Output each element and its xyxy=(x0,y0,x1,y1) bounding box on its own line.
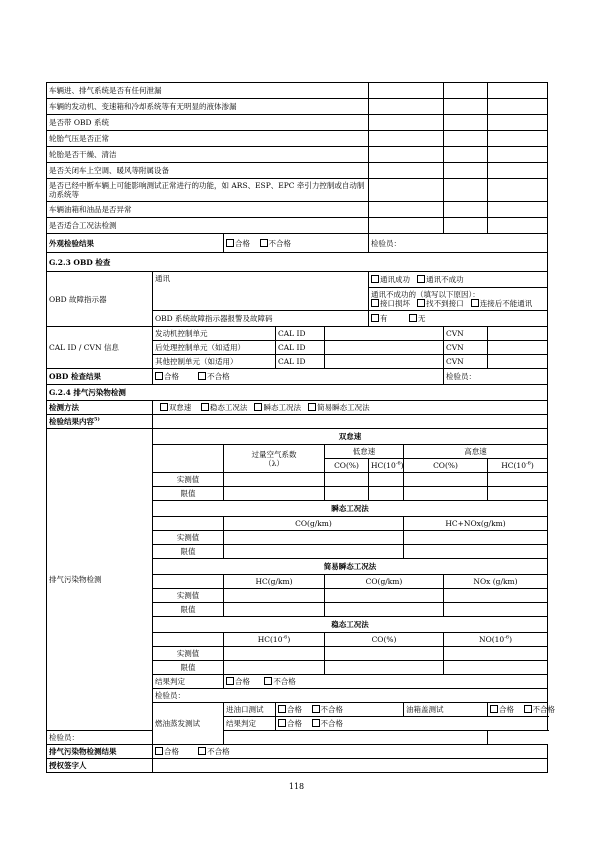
value-cell[interactable] xyxy=(369,473,404,487)
fail-checkbox[interactable] xyxy=(264,677,272,685)
fail-label: 不合格 xyxy=(207,747,230,756)
check-item-label: 车辆油箱和油品是否异常 xyxy=(47,202,369,218)
check-row xyxy=(47,163,548,179)
pass-checkbox[interactable] xyxy=(226,677,234,685)
check-value-cell[interactable] xyxy=(488,163,548,179)
value-cell[interactable] xyxy=(404,531,548,545)
judgement-options xyxy=(224,675,548,689)
check-value-cell[interactable] xyxy=(488,147,548,163)
steady-co-header: CO(%) xyxy=(325,633,444,647)
value-cell[interactable] xyxy=(369,487,404,501)
measured-label: 实测值 xyxy=(153,647,224,661)
excess-air-line2: （λ） xyxy=(264,458,284,468)
fail-checkbox[interactable] xyxy=(198,372,206,380)
limit-label: 限值 xyxy=(153,487,224,501)
appearance-inspector[interactable]: 检验员： xyxy=(369,234,548,253)
content-value xyxy=(153,415,548,429)
emission-inspector[interactable]: 检验员： xyxy=(153,689,548,703)
cal-id-label: CAL ID xyxy=(276,341,325,355)
value-cell[interactable] xyxy=(224,531,404,545)
obd-indicator-label: OBD 故障指示器 xyxy=(47,272,153,327)
check-value-cell[interactable] xyxy=(488,99,548,115)
obd-result-label: OBD 检查结果 xyxy=(47,369,153,385)
blank-cell xyxy=(153,575,224,589)
hc-close: ) xyxy=(530,461,534,470)
check-value-cell[interactable] xyxy=(444,99,488,115)
low-idle-co-header: CO(%) xyxy=(325,459,369,473)
pass-checkbox[interactable] xyxy=(155,747,163,755)
measured-label: 实测值 xyxy=(153,473,224,487)
transient-title: 瞬态工况法 xyxy=(153,501,548,517)
check-value-cell[interactable] xyxy=(444,83,488,99)
obd-alarm-label: OBD 系统故障指示器报警及故障码 xyxy=(153,311,369,327)
fail-checkbox[interactable] xyxy=(260,239,268,247)
pass-checkbox[interactable] xyxy=(155,372,163,380)
method-dual-idle-label: 双怠速 xyxy=(168,403,192,412)
signatory-value[interactable] xyxy=(153,759,548,773)
pass-checkbox[interactable] xyxy=(278,705,286,713)
pollutant-label: 排气污染物检测 xyxy=(47,429,153,731)
pass-checkbox[interactable] xyxy=(278,719,286,727)
method-simple-transient-label: 简易瞬态工况法 xyxy=(317,403,370,412)
dual-idle-title-row xyxy=(47,429,548,445)
value-cell[interactable] xyxy=(224,589,325,603)
pass-label: 合格 xyxy=(287,705,302,714)
high-idle-co-header: CO(%) xyxy=(404,459,488,473)
hc-exp: -6 xyxy=(395,460,401,467)
obd-comm-status xyxy=(369,272,548,288)
judgement-label: 结果判定 xyxy=(224,717,276,731)
check-row xyxy=(47,131,548,147)
evap-inspector[interactable]: 检验员： xyxy=(47,731,488,745)
evap-inspector-row xyxy=(47,731,548,745)
final-result-label: 排气污染物检测结果 xyxy=(47,745,153,759)
check-row xyxy=(47,147,548,163)
check-value-cell[interactable] xyxy=(444,131,488,147)
obd-comm-label: 通讯 xyxy=(153,272,369,311)
calid-row xyxy=(47,327,548,341)
simple-hc-header: HC(g/km) xyxy=(224,575,325,589)
pass-label: 合格 xyxy=(235,238,250,248)
final-result-options xyxy=(153,745,548,759)
check-row xyxy=(47,218,548,234)
evap-label: 燃油蒸发测试 xyxy=(153,703,224,745)
check-value-cell[interactable] xyxy=(369,147,444,163)
value-cell[interactable] xyxy=(224,661,325,675)
reason-cannot-connect-checkbox[interactable] xyxy=(471,299,479,307)
check-value-cell[interactable] xyxy=(488,179,548,202)
check-item-label: 轮胎气压是否正常 xyxy=(47,131,369,147)
fail-label: 不合格 xyxy=(207,372,230,381)
check-item-label: 是否带 OBD 系统 xyxy=(47,115,369,131)
value-cell[interactable] xyxy=(404,545,548,559)
comm-success-checkbox[interactable] xyxy=(371,275,379,283)
value-cell[interactable] xyxy=(404,487,488,501)
fail-checkbox[interactable] xyxy=(524,705,532,713)
inspection-form-table xyxy=(46,82,556,773)
value-cell[interactable] xyxy=(325,589,444,603)
hc-base: HC(10 xyxy=(371,461,396,470)
cal-id-value[interactable] xyxy=(325,341,444,355)
blank-cell xyxy=(153,445,224,473)
value-cell[interactable] xyxy=(224,603,325,617)
hc-exp: -6 xyxy=(282,634,288,641)
value-cell[interactable] xyxy=(404,473,488,487)
unit-label: 其他控制单元（如适用） xyxy=(153,355,276,369)
pass-checkbox[interactable] xyxy=(226,239,234,247)
cal-id-label: CAL ID xyxy=(276,355,325,369)
fail-label: 不合格 xyxy=(320,705,344,714)
pass-label: 合格 xyxy=(287,719,302,728)
reason-not-found-checkbox[interactable] xyxy=(417,299,425,307)
hc-close: ) xyxy=(400,461,404,470)
content-label xyxy=(47,415,153,429)
simple-transient-title: 简易瞬态工况法 xyxy=(153,559,548,575)
method-dual-idle-checkbox[interactable] xyxy=(160,403,168,411)
obd-result-options xyxy=(153,369,444,385)
simple-co-header: CO(g/km) xyxy=(325,575,444,589)
check-value-cell[interactable] xyxy=(369,202,444,218)
method-row xyxy=(47,401,548,415)
emission-section-title: G.2.4 排气污染物检测 xyxy=(47,385,548,401)
fail-label: 不合格 xyxy=(268,238,292,248)
value-cell[interactable] xyxy=(325,603,444,617)
check-value-cell[interactable] xyxy=(444,163,488,179)
fail-label: 不合格 xyxy=(532,705,556,714)
no-base: NO(10 xyxy=(479,635,505,644)
check-value-cell[interactable] xyxy=(488,131,548,147)
judgement-options xyxy=(276,717,548,731)
fail-label: 不合格 xyxy=(320,719,344,728)
check-value-cell[interactable] xyxy=(444,115,488,131)
unit-label: 发动机控制单元 xyxy=(153,327,276,341)
calid-cvn-label: CAL ID / CVN 信息 xyxy=(47,327,153,369)
check-value-cell[interactable] xyxy=(488,218,548,234)
fail-checkbox[interactable] xyxy=(312,719,320,727)
check-value-cell[interactable] xyxy=(488,83,548,99)
value-cell[interactable] xyxy=(224,487,325,501)
cal-id-value[interactable] xyxy=(325,327,444,341)
excess-air-line1: 过量空气系数 xyxy=(251,449,297,459)
low-idle-header: 低怠速 xyxy=(325,445,404,459)
alarm-yes-checkbox[interactable] xyxy=(371,314,379,322)
value-cell[interactable] xyxy=(444,647,548,661)
appearance-result-label: 外观检验结果 xyxy=(47,234,224,253)
fail-checkbox[interactable] xyxy=(312,705,320,713)
method-transient-label: 瞬态工况法 xyxy=(263,403,301,412)
obd-fail-reasons xyxy=(369,288,548,311)
transient-co-header: CO(g/km) xyxy=(224,517,404,531)
hc-exp: -6 xyxy=(525,460,531,467)
fail-checkbox[interactable] xyxy=(198,747,206,755)
check-row xyxy=(47,99,548,115)
content-footnote: 5) xyxy=(94,416,100,423)
check-row xyxy=(47,83,548,99)
check-value-cell[interactable] xyxy=(444,147,488,163)
check-value-cell[interactable] xyxy=(488,115,548,131)
reason-not-found-label: 找不到接口 xyxy=(426,299,464,308)
check-row xyxy=(47,115,548,131)
check-value-cell[interactable] xyxy=(369,163,444,179)
pass-label: 合格 xyxy=(164,372,179,381)
steady-no-header xyxy=(444,633,548,647)
pass-label: 合格 xyxy=(164,747,179,756)
comm-fail-reason-label: 通讯不成功的（填写以下原因）： xyxy=(371,290,480,299)
check-item-label: 车辆的发动机、变速箱和冷却系统等有无明显的液体渗漏 xyxy=(47,99,369,115)
reason-cannot-connect-label: 连接后不能通讯 xyxy=(479,299,533,308)
value-cell[interactable] xyxy=(325,661,444,675)
cvn-label: CVN xyxy=(444,341,488,355)
check-value-cell[interactable] xyxy=(369,179,444,202)
alarm-yes-label: 有 xyxy=(380,314,388,323)
cal-id-value[interactable] xyxy=(325,355,444,369)
value-cell[interactable] xyxy=(325,473,369,487)
comm-success-label: 通讯成功 xyxy=(380,275,410,284)
comm-fail-checkbox[interactable] xyxy=(417,275,425,283)
alarm-no-label: 无 xyxy=(417,314,426,323)
hc-base: HC(10 xyxy=(501,461,526,470)
steady-title: 稳态工况法 xyxy=(153,617,548,633)
reason-damaged-checkbox[interactable] xyxy=(371,299,379,307)
value-cell[interactable] xyxy=(444,603,548,617)
final-result-row xyxy=(47,745,548,759)
no-exp: -6 xyxy=(504,634,510,641)
value-cell[interactable] xyxy=(224,473,325,487)
pass-checkbox[interactable] xyxy=(490,705,498,713)
method-simple-transient-checkbox[interactable] xyxy=(308,403,316,411)
cal-id-label: CAL ID xyxy=(276,327,325,341)
content-row xyxy=(47,415,548,429)
method-steady-checkbox[interactable] xyxy=(201,403,209,411)
check-value-cell[interactable] xyxy=(444,202,488,218)
page-number: 118 xyxy=(288,782,305,791)
method-label: 检测方法 xyxy=(47,401,153,415)
cvn-label: CVN xyxy=(444,327,488,341)
simple-nox-header: NOx (g/km) xyxy=(444,575,548,589)
fail-label: 不合格 xyxy=(273,677,296,686)
check-row xyxy=(47,202,548,218)
value-cell[interactable] xyxy=(444,589,548,603)
value-cell[interactable] xyxy=(488,473,548,487)
section-row xyxy=(47,253,548,272)
appearance-result-row xyxy=(47,234,548,253)
cap-test-options xyxy=(488,703,556,717)
pass-label: 合格 xyxy=(499,705,514,714)
measured-label: 实测值 xyxy=(153,589,224,603)
alarm-no-checkbox[interactable] xyxy=(409,314,417,322)
check-item-label: 是否关闭车上空调、暖风等附属设备 xyxy=(47,163,369,179)
dual-idle-title: 双怠速 xyxy=(153,429,548,445)
limit-label: 限值 xyxy=(153,545,224,559)
hc-close: ) xyxy=(287,635,291,644)
cvn-value[interactable] xyxy=(488,355,548,369)
check-item-label: 是否适合工况法检测 xyxy=(47,218,369,234)
excess-air-header xyxy=(224,445,325,473)
inlet-test-label: 进油口测试 xyxy=(224,703,276,717)
unit-label: 后处理控制单元（如适用） xyxy=(153,341,276,355)
check-item-label: 轮胎是否干燥、清洁 xyxy=(47,147,369,163)
signatory-row xyxy=(47,759,548,773)
no-close: ) xyxy=(509,635,512,644)
check-item-label: 是否已经中断车辆上可能影响测试正常进行的功能，如 ARS、ESP、EPC 牵引力控制或自动制动系统等 xyxy=(47,179,369,202)
value-cell[interactable] xyxy=(224,647,325,661)
method-options xyxy=(153,401,548,415)
obd-alarm-options xyxy=(369,311,548,327)
obd-inspector[interactable]: 检验员： xyxy=(444,369,548,385)
signatory-label: 授权签字人 xyxy=(47,759,153,773)
high-idle-hc-header xyxy=(488,459,548,473)
check-value-cell[interactable] xyxy=(488,202,548,218)
low-idle-hc-header xyxy=(369,459,404,473)
method-steady-label: 稳态工况法 xyxy=(209,403,248,412)
obd-result-row xyxy=(47,369,548,385)
obd-section-title: G.2.3 OBD 检查 xyxy=(47,253,548,272)
judgement-label: 结果判定 xyxy=(153,675,224,689)
cvn-label: CVN xyxy=(444,355,488,369)
inlet-test-options xyxy=(276,703,404,717)
hc-base: HC(10 xyxy=(257,635,283,644)
value-cell[interactable] xyxy=(444,661,548,675)
value-cell[interactable] xyxy=(325,487,369,501)
limit-label: 限值 xyxy=(153,661,224,675)
check-value-cell[interactable] xyxy=(444,218,488,234)
cvn-value[interactable] xyxy=(488,327,548,341)
method-transient-checkbox[interactable] xyxy=(254,403,262,411)
section-row xyxy=(47,385,548,401)
check-value-cell[interactable] xyxy=(369,218,444,234)
content-label-text: 检验结果内容 xyxy=(49,417,94,426)
check-value-cell[interactable] xyxy=(369,115,444,131)
cap-test-label: 油箱盖测试 xyxy=(404,703,488,717)
check-row xyxy=(47,179,548,202)
value-cell[interactable] xyxy=(224,545,404,559)
check-value-cell[interactable] xyxy=(369,99,444,115)
transient-hcnox-header: HC+NOx(g/km) xyxy=(404,517,548,531)
check-item-label: 车辆进、排气系统是否有任何泄漏 xyxy=(47,83,369,99)
check-value-cell[interactable] xyxy=(369,131,444,147)
reason-damaged-label: 接口损坏 xyxy=(380,299,410,308)
pass-label: 合格 xyxy=(235,677,250,686)
check-value-cell[interactable] xyxy=(444,179,488,202)
comm-fail-label: 通讯不成功 xyxy=(426,275,464,284)
value-cell[interactable] xyxy=(488,487,548,501)
high-idle-header: 高怠速 xyxy=(404,445,548,459)
limit-label: 限值 xyxy=(153,603,224,617)
blank-cell xyxy=(153,633,224,647)
obd-comm-row xyxy=(47,272,548,288)
appearance-result-options xyxy=(224,234,369,253)
value-cell[interactable] xyxy=(325,647,444,661)
cvn-value[interactable] xyxy=(488,341,548,355)
blank-cell xyxy=(153,517,224,531)
reason-options xyxy=(371,299,545,308)
check-value-cell[interactable] xyxy=(369,83,444,99)
measured-label: 实测值 xyxy=(153,531,224,545)
steady-hc-header xyxy=(224,633,325,647)
